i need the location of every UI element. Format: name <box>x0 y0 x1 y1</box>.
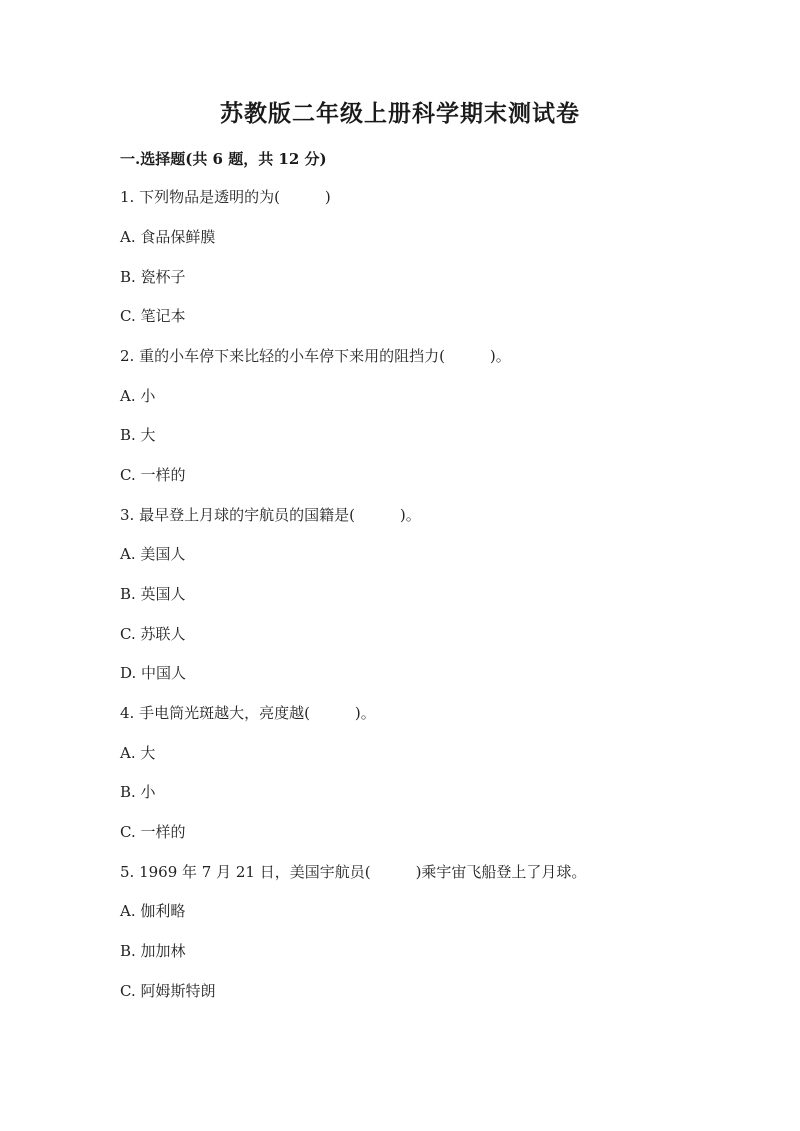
question-3-option-d: D. 中国人 <box>120 664 187 682</box>
question-1-option-b: B. 瓷杯子 <box>120 268 186 286</box>
question-1-option-c: C. 笔记本 <box>120 307 186 325</box>
question-4-option-a: A. 大 <box>120 744 156 762</box>
question-1-option-a: A. 食品保鲜膜 <box>120 228 216 246</box>
page-title: 苏教版二年级上册科学期末测试卷 <box>220 100 580 127</box>
question-3-option-b: B. 英国人 <box>120 585 186 603</box>
question-3-option-c: C. 苏联人 <box>120 625 186 643</box>
question-4-stem: 4. 手电筒光斑越大，亮度越( )。 <box>120 704 376 722</box>
question-4-option-c: C. 一样的 <box>120 823 186 841</box>
question-5-option-b: B. 加加林 <box>120 942 186 960</box>
question-5-stem: 5. 1969 年 7 月 21 日，美国宇航员( )乘宇宙飞船登上了月球。 <box>120 863 587 881</box>
question-2-option-b: B. 大 <box>120 426 156 444</box>
question-2-option-c: C. 一样的 <box>120 466 186 484</box>
question-3-stem: 3. 最早登上月球的宇航员的国籍是( )。 <box>120 506 421 524</box>
question-3-option-a: A. 美国人 <box>120 545 186 563</box>
question-1-stem: 1. 下列物品是透明的为( ) <box>120 188 331 206</box>
question-5-option-a: A. 伽利略 <box>120 902 186 920</box>
question-5-option-c: C. 阿姆斯特朗 <box>120 982 216 1000</box>
question-4-option-b: B. 小 <box>120 783 156 801</box>
section-heading: 一.选择题(共 6 题，共 12 分) <box>120 150 327 168</box>
question-2-option-a: A. 小 <box>120 387 156 405</box>
question-2-stem: 2. 重的小车停下来比轻的小车停下来用的阻挡力( )。 <box>120 347 511 365</box>
